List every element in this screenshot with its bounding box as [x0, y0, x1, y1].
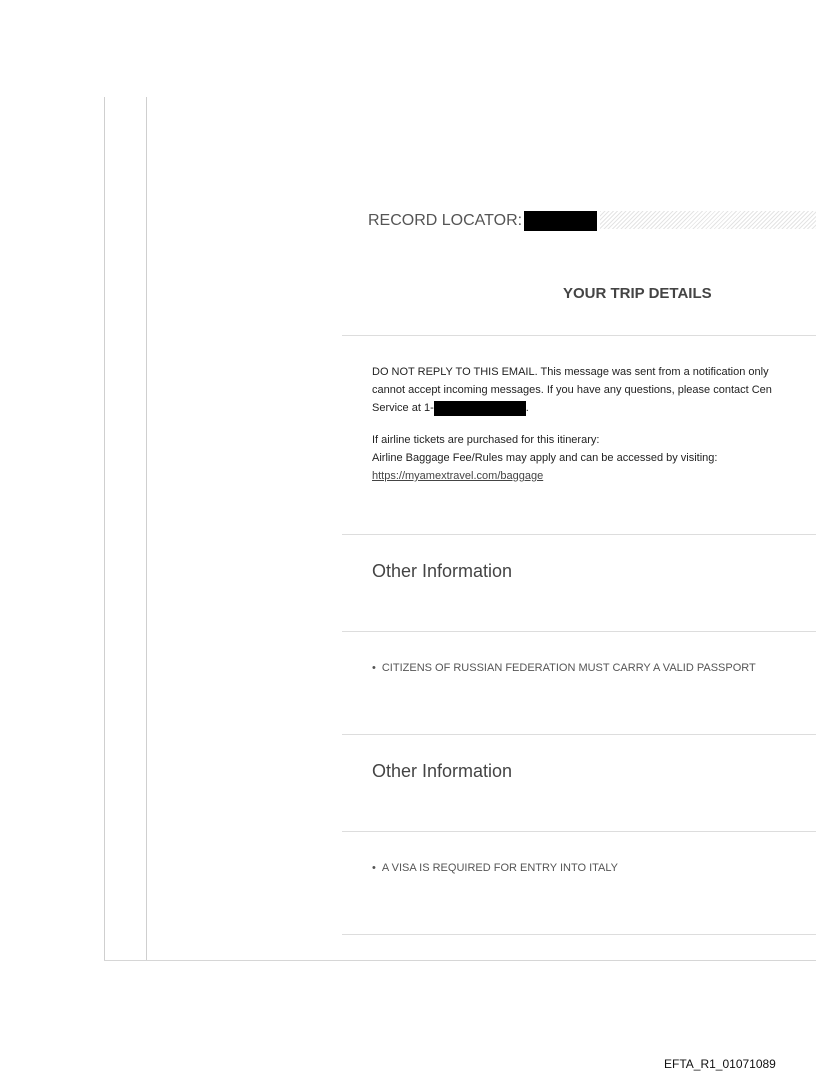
divider — [342, 335, 816, 336]
notice-block — [372, 363, 816, 485]
notice-line — [372, 399, 816, 417]
trip-details-title: YOUR TRIP DETAILS — [563, 285, 712, 302]
divider — [342, 534, 816, 535]
bullet-icon: • — [372, 662, 376, 674]
section-title: Other Information — [372, 561, 513, 581]
frame-bottom-border — [104, 960, 816, 961]
list-item-text: A VISA IS REQUIRED FOR ENTRY INTO ITALY — [381, 862, 619, 874]
service-prefix: Service at 1- — [372, 402, 434, 414]
redacted-phone-number — [434, 401, 526, 416]
record-locator — [368, 211, 597, 231]
list-item — [372, 662, 756, 674]
record-locator-label: RECORD LOCATOR: — [368, 212, 523, 229]
frame-inner-border — [146, 97, 147, 961]
baggage-link[interactable]: https://myamextravel.com/baggage — [372, 470, 544, 482]
divider — [342, 831, 816, 832]
notice-line: DO NOT REPLY TO THIS EMAIL. This message was sent from a notification only — [372, 366, 769, 378]
frame-left-border — [104, 97, 105, 961]
list-item-text: CITIZENS OF RUSSIAN FEDERATION MUST CARRY A VALID PASSPORT — [381, 662, 756, 674]
notice-line: cannot accept incoming messages. If you have any questions, please contact Cen — [372, 384, 772, 396]
document-id: EFTA_R1_01071089 — [664, 1057, 776, 1071]
divider — [342, 934, 816, 935]
redacted-record-locator — [524, 211, 597, 231]
section-title: Other Information — [372, 761, 513, 781]
tickets-line: If airline tickets are purchased for this itinerary: — [372, 434, 600, 446]
divider — [342, 631, 816, 632]
service-suffix: . — [525, 402, 529, 414]
list-item — [372, 862, 618, 874]
baggage-line: Airline Baggage Fee/Rules may apply and can be accessed by visiting: — [372, 452, 718, 464]
bullet-icon: • — [372, 862, 376, 874]
hatched-banner — [600, 211, 816, 229]
divider — [342, 734, 816, 735]
